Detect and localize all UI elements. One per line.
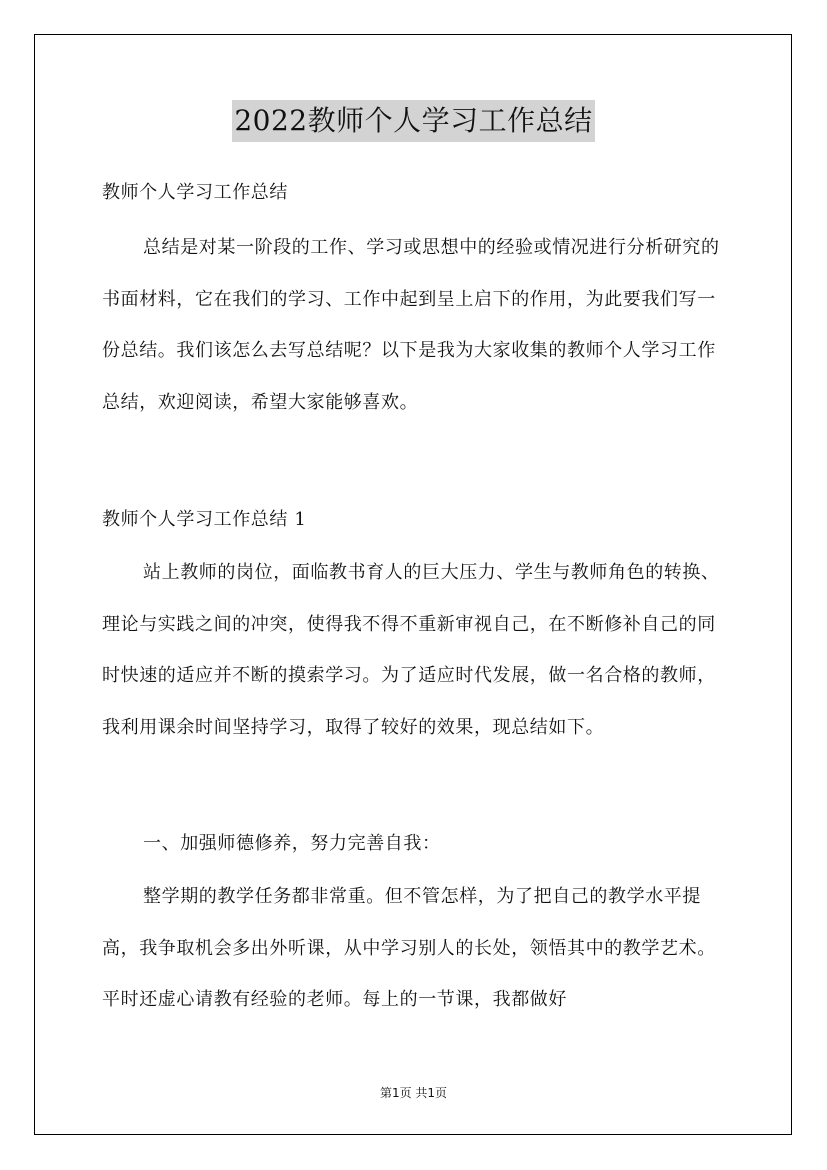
document-title: 2022教师个人学习工作总结 [232,100,594,142]
subtitle-intro: 教师个人学习工作总结 [102,182,288,203]
page-footer: 第1页 共1页 [379,1086,448,1100]
paragraph-2: 整学期的教学任务都非常重。但不管怎样，为了把自己的教学水平提高，我争取机会多出外听课，从中学习别人的长处，领悟其中的教学艺术。平时还虚心请教有经验的老师。每上的一节课，我都做好 [102,886,716,1010]
intro-paragraph: 总结是对某一阶段的工作、学习或思想中的经验或情况进行分析研究的书面材料，它在我们的学习、工作中起到呈上启下的作用，为此要我们写一份总结。我们该怎么去写总结呢？以下是我为大家收集的教师个人学习工作总结，欢迎阅读，希望大家能够喜欢。 [102,237,720,413]
subtitle-section-1: 教师个人学习工作总结 1 [102,509,307,530]
section-heading-1: 一、加强师德修养，努力完善自我： [143,833,441,854]
paragraph-1: 站上教师的岗位，面临教书育人的巨大压力、学生与教师角色的转换、理论与实践之间的冲突，使得我不得不重新审视自己，在不断修补自己的同时快速的适应并不断的摸索学习。为了适应时代发展，做一名合格的教师，我利用课余时间坚持学习，取得了较好的效果，现总结如下。 [102,562,720,738]
title-container [0,100,827,142]
